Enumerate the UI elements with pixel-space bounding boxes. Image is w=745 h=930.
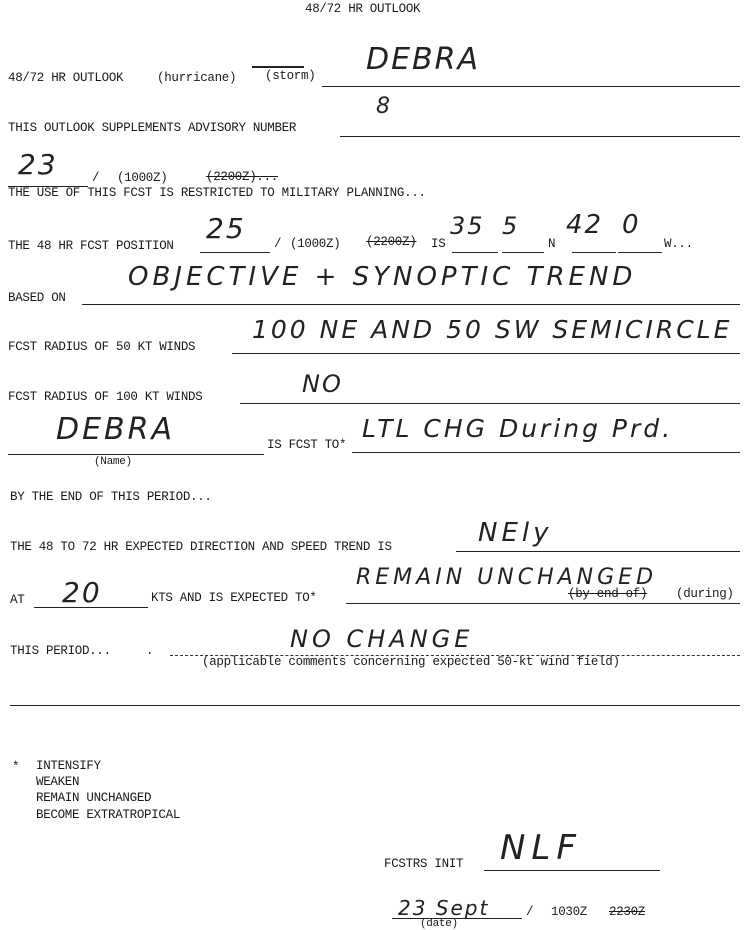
forecast-label: IS FCST TO* [267,438,347,452]
time-2200z: (2200Z)... [206,170,279,184]
outlook-label: 48/72 HR OUTLOOK [8,71,124,85]
name-caption: (Name) [94,456,132,468]
advisory-number-line [340,136,740,137]
longitude-tenth-line [618,252,662,253]
storm-name-line [322,86,740,87]
date-caption: (date) [420,918,458,930]
north-marker: N [548,237,556,251]
at-label: AT [10,593,25,607]
storm-name-handwritten: DEBRA [366,42,481,77]
west-marker: W... [664,237,693,251]
time-1000z: (1000Z) [117,171,168,185]
footnote-option: INTENSIFY [36,759,101,773]
forecast-line [352,452,740,453]
storm-option: (storm) [265,69,316,83]
during-option: (during) [676,587,734,601]
period-dot: . [146,644,154,658]
position-day-handwritten: 25 [206,212,246,245]
position-time-1000z: (1000Z) [290,237,341,251]
longitude-deg-line [572,252,616,253]
forecast-value-handwritten: LTL CHG During Prd. [362,414,674,443]
latitude-deg-handwritten: 35 [450,212,485,240]
position-time-2200z: (2200Z) [366,235,417,249]
direction-trend-value-handwritten: NEly [478,518,553,548]
wind-field-comment-handwritten: NO CHANGE [290,625,474,653]
expected-line [346,603,740,604]
hurricane-option: (hurricane) [157,71,237,85]
storm-strike-mark [252,66,304,68]
longitude-tenth-handwritten: 0 [622,210,641,240]
speed-line [34,607,148,608]
signature-time: 1030Z [551,905,588,919]
position-is: IS [431,237,446,251]
radius-100kt-value-handwritten: NO [302,370,343,398]
storm-name-2-handwritten: DEBRA [56,412,176,447]
radius-50kt-label: FCST RADIUS OF 50 KT WINDS [8,340,196,354]
signature-date-handwritten: 23 Sept [398,896,490,920]
extra-comment-line [10,705,740,706]
longitude-deg-handwritten: 42 [566,210,604,240]
based-on-line [82,304,740,305]
restriction-note: THE USE OF THIS FCST IS RESTRICTED TO MILITARY PLANNING... [8,186,426,200]
radius-100kt-label: FCST RADIUS OF 100 KT WINDS [8,390,203,404]
forecaster-initials-line [484,870,660,871]
footnote-option: REMAIN UNCHANGED [36,791,152,805]
position-slash: / [274,237,282,251]
page-title: 48/72 HR OUTLOOK [305,2,421,16]
expected-label: KTS AND IS EXPECTED TO* [151,591,317,605]
storm-name-2-line [8,454,264,455]
footnote-option: BECOME EXTRATROPICAL [36,808,181,822]
latitude-deg-line [452,252,498,253]
end-of-period-label: BY THE END OF THIS PERIOD... [10,490,212,504]
advisory-label: THIS OUTLOOK SUPPLEMENTS ADVISORY NUMBER [8,121,297,135]
issue-slash: / [92,171,100,185]
issue-day-handwritten: 23 [18,148,58,181]
by-end-of-option: (by end of) [568,587,648,601]
position-label: THE 48 HR FCST POSITION [8,239,174,253]
position-day-line [200,252,270,253]
this-period-label: THIS PERIOD... [10,644,111,658]
signature-slash: / [526,905,534,919]
latitude-tenth-handwritten: 5 [502,212,520,240]
footnote-option: WEAKEN [36,775,80,789]
radius-100kt-line [240,403,740,404]
signature-time-struck: 2230Z [609,905,646,919]
direction-trend-line [456,551,740,552]
based-on-value-handwritten: OBJECTIVE + SYNOPTIC TREND [128,262,637,292]
advisory-number-handwritten: 8 [376,94,392,119]
radius-50kt-line [232,353,740,354]
latitude-tenth-line [502,252,544,253]
direction-trend-label: THE 48 TO 72 HR EXPECTED DIRECTION AND SPEED TREND IS [10,540,392,554]
radius-50kt-value-handwritten: 100 NE AND 50 SW SEMICIRCLE [252,315,733,344]
wind-field-caption: (applicable comments concerning expected 50-kt wind field) [202,655,620,669]
footnote-star: * [12,760,20,774]
expected-value-handwritten: REMAIN UNCHANGED [356,565,658,590]
forecaster-initials-label: FCSTRS INIT [384,857,464,871]
speed-handwritten: 20 [62,576,102,609]
forecaster-initials-handwritten: NLF [500,828,582,868]
based-on-label: BASED ON [8,291,66,305]
